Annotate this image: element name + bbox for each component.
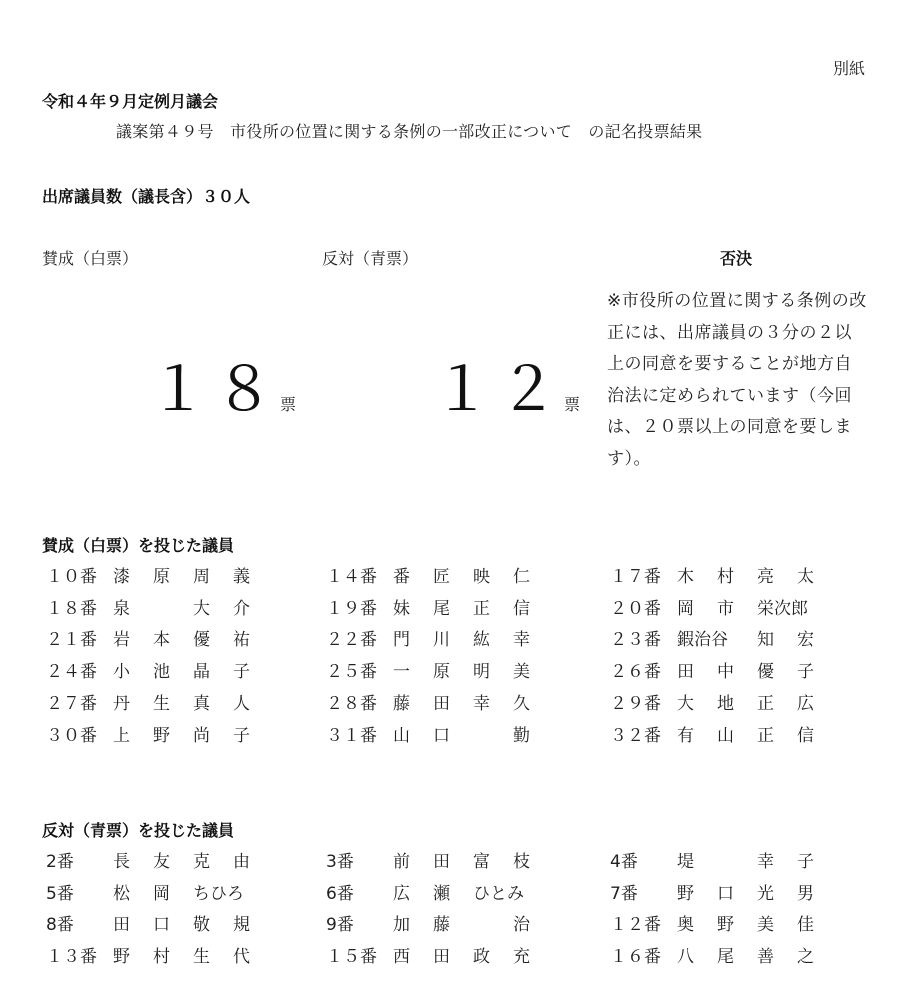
member-name-part: 充 <box>513 947 530 968</box>
member-name-part: 小 <box>113 662 130 683</box>
member-entry <box>46 689 273 714</box>
member-name-part: 長 <box>113 852 130 872</box>
member-name-part: 知 <box>757 630 774 651</box>
member-entry <box>326 910 553 935</box>
member-entry <box>610 879 837 904</box>
member-name-part: 大 <box>193 598 210 619</box>
member-name-part: 八 <box>677 947 694 968</box>
member-entry <box>326 562 553 587</box>
member-name-part: 藤 <box>393 693 410 714</box>
member-entry <box>326 625 553 650</box>
member-name-part: 克 <box>193 852 210 872</box>
member-name-part: 木 <box>677 567 694 587</box>
member-entry <box>610 721 837 746</box>
member-name-part: 子 <box>797 662 814 683</box>
member-name-part <box>153 594 193 619</box>
member-name-part: 代 <box>233 947 250 968</box>
member-name-part: 口 <box>433 725 450 746</box>
no-section-title: 反対（青票）を投じた議員 <box>42 821 235 840</box>
member-name-part: 泉 <box>113 598 130 619</box>
member-seat-number: ３１番 <box>326 725 377 746</box>
member-seat-number: ３０番 <box>46 725 97 746</box>
member-name-part: 瀬 <box>433 883 450 904</box>
member-name-part: 野 <box>153 725 170 746</box>
member-entry <box>326 689 553 714</box>
member-name-part: 一 <box>393 662 410 683</box>
member-name-part: 村 <box>153 947 170 968</box>
member-seat-number: ２４番 <box>46 662 97 683</box>
member-name-part: 祐 <box>233 630 250 651</box>
member-name-part: ちひろ <box>193 883 244 904</box>
member-seat-number: １２番 <box>610 915 661 936</box>
member-name-part: 富 <box>473 852 490 872</box>
member-name-part: 松 <box>113 883 130 904</box>
member-name-part: 丹 <box>113 693 130 714</box>
member-name-part: 中 <box>717 662 734 683</box>
member-entry <box>326 942 553 967</box>
member-name-part: 栄次郎 <box>757 598 808 619</box>
member-seat-number: 5番 <box>46 883 74 904</box>
session-title: 令和４年９月定例月議会 <box>42 92 219 111</box>
yes-vote-label: 賛成（白票） <box>42 249 139 268</box>
member-name-part: 義 <box>233 567 250 587</box>
member-name-part: 正 <box>473 598 490 619</box>
member-name-part <box>717 847 757 872</box>
member-name-part: 原 <box>153 567 170 587</box>
member-seat-number: ２０番 <box>610 598 661 619</box>
member-entry <box>46 562 273 587</box>
member-name-part: 生 <box>153 693 170 714</box>
member-name-part: 番 <box>393 567 410 587</box>
member-name-part: 亮 <box>757 567 774 587</box>
yes-unit: 票 <box>280 395 297 414</box>
member-entry <box>46 625 273 650</box>
member-name-part: 光 <box>757 883 774 904</box>
member-name-part: 原 <box>433 662 450 683</box>
member-name-part: 明 <box>473 662 490 683</box>
member-name-part: 山 <box>717 725 734 746</box>
member-name-part: 野 <box>717 915 734 936</box>
member-name-part: 信 <box>797 725 814 746</box>
member-name-part: 岩 <box>113 630 130 651</box>
member-entry <box>610 910 837 935</box>
requirement-note: ※市役所の位置に関する条例の改正には、出席議員の３分の２以上の同意を要することが地方自治法に定められています（今回は、２０票以上の同意を要します）。 <box>607 291 867 469</box>
member-name-part: 美 <box>757 915 774 936</box>
member-name-part: 男 <box>797 883 814 904</box>
member-entry <box>326 657 553 682</box>
member-name-part <box>473 910 513 935</box>
member-name-part: 由 <box>233 852 250 872</box>
member-name-part: 池 <box>153 662 170 683</box>
member-name-part: 岡 <box>677 598 694 619</box>
member-name-part: 田 <box>433 852 450 872</box>
member-name-part: 人 <box>233 693 250 714</box>
member-seat-number: ３２番 <box>610 725 661 746</box>
result-label: 否決 <box>720 249 753 268</box>
member-seat-number: ２６番 <box>610 662 661 683</box>
member-name-part: 太 <box>797 567 814 587</box>
member-name-part: 広 <box>393 883 410 904</box>
no-vote-label: 反対（青票） <box>322 249 419 268</box>
no-count: １２ <box>432 355 564 425</box>
member-name-part: 山 <box>393 725 410 746</box>
member-seat-number: 2番 <box>46 852 74 872</box>
member-entry <box>326 847 553 872</box>
member-name-part: 久 <box>513 693 530 714</box>
member-seat-number: １０番 <box>46 567 97 587</box>
member-entry <box>610 657 837 682</box>
member-name-part: 勤 <box>513 725 530 746</box>
member-entry <box>610 942 837 967</box>
member-name-part: 映 <box>473 567 490 587</box>
member-name-part: 美 <box>513 662 530 683</box>
member-seat-number: 4番 <box>610 852 638 872</box>
member-name-part: 広 <box>797 693 814 714</box>
member-name-part: 田 <box>433 947 450 968</box>
member-name-part: 幸 <box>757 852 774 872</box>
member-entry <box>610 562 837 587</box>
member-name-part: 妹 <box>393 598 410 619</box>
member-seat-number: 9番 <box>326 915 354 936</box>
no-unit: 票 <box>564 395 581 414</box>
member-name-part: 野 <box>677 883 694 904</box>
member-name-part <box>473 721 513 746</box>
member-seat-number: １６番 <box>610 947 661 968</box>
yes-count: １８ <box>148 355 280 425</box>
member-name-part: 正 <box>757 725 774 746</box>
member-name-part: 地 <box>717 693 734 714</box>
member-name-part: 規 <box>233 915 250 936</box>
member-name-part: 村 <box>717 567 734 587</box>
member-seat-number: １９番 <box>326 598 377 619</box>
member-entry <box>46 942 273 967</box>
agenda-title: 議案第４９号 市役所の位置に関する条例の一部改正について の記名投票結果 <box>116 122 703 141</box>
member-name-part: 有 <box>677 725 694 746</box>
member-name-part: 藤 <box>433 915 450 936</box>
member-name-part: 正 <box>757 693 774 714</box>
member-name-part: 政 <box>473 947 490 968</box>
member-name-part: 岡 <box>153 883 170 904</box>
member-name-part: 幸 <box>473 693 490 714</box>
member-name-part: 鍜治谷 <box>677 630 728 651</box>
member-entry <box>610 847 837 872</box>
member-seat-number: １３番 <box>46 947 97 968</box>
member-name-part: 尾 <box>433 598 450 619</box>
member-name-part: 田 <box>433 693 450 714</box>
member-seat-number: 8番 <box>46 915 74 936</box>
member-seat-number: １８番 <box>46 598 97 619</box>
member-name-part: 治 <box>513 915 530 936</box>
member-name-part: 口 <box>153 915 170 936</box>
member-name-part: 善 <box>757 947 774 968</box>
member-seat-number: ２７番 <box>46 693 97 714</box>
member-name-part: 野 <box>113 947 130 968</box>
member-entry <box>326 879 553 904</box>
member-entry <box>46 657 273 682</box>
attendance-count: 出席議員数（議長含）３０人 <box>42 187 251 206</box>
member-seat-number: １４番 <box>326 567 377 587</box>
member-seat-number: ２１番 <box>46 630 97 651</box>
member-name-part: 田 <box>677 662 694 683</box>
member-name-part: 尚 <box>193 725 210 746</box>
member-entry <box>46 910 273 935</box>
member-seat-number: 3番 <box>326 852 354 872</box>
member-name-part: 幸 <box>513 630 530 651</box>
member-name-part: 友 <box>153 852 170 872</box>
member-name-part: 優 <box>193 630 210 651</box>
member-seat-number: １５番 <box>326 947 377 968</box>
member-seat-number: ２３番 <box>610 630 661 651</box>
member-name-part: 佳 <box>797 915 814 936</box>
member-name-part: 大 <box>677 693 694 714</box>
member-name-part: 之 <box>797 947 814 968</box>
member-name-part: 周 <box>193 567 210 587</box>
member-name-part: 本 <box>153 630 170 651</box>
member-name-part: 仁 <box>513 567 530 587</box>
member-entry <box>610 625 837 650</box>
member-entry <box>610 594 837 619</box>
member-name-part: 晶 <box>193 662 210 683</box>
member-entry <box>46 879 273 904</box>
member-name-part: ひとみ <box>473 883 524 904</box>
member-name-part: 門 <box>393 630 410 651</box>
member-name-part: 子 <box>797 852 814 872</box>
member-name-part: 上 <box>113 725 130 746</box>
member-name-part: 紘 <box>473 630 490 651</box>
member-entry <box>326 721 553 746</box>
member-entry <box>46 721 273 746</box>
no-vote-total <box>432 342 580 428</box>
member-seat-number: ２２番 <box>326 630 377 651</box>
yes-vote-total <box>148 342 296 428</box>
member-seat-number: 6番 <box>326 883 354 904</box>
member-name-part: 枝 <box>513 852 530 872</box>
member-name-part: 介 <box>233 598 250 619</box>
member-name-part: 尾 <box>717 947 734 968</box>
member-seat-number: ２８番 <box>326 693 377 714</box>
member-entry <box>610 689 837 714</box>
member-name-part: 漆 <box>113 567 130 587</box>
member-name-part: 堤 <box>677 852 694 872</box>
member-seat-number: ２９番 <box>610 693 661 714</box>
member-seat-number: ２５番 <box>326 662 377 683</box>
member-name-part: 奥 <box>677 915 694 936</box>
member-entry <box>46 847 273 872</box>
member-name-part: 西 <box>393 947 410 968</box>
member-entry <box>326 594 553 619</box>
member-name-part: 生 <box>193 947 210 968</box>
member-name-part: 信 <box>513 598 530 619</box>
attachment-label: 別紙 <box>833 59 866 78</box>
member-name-part: 加 <box>393 915 410 936</box>
member-name-part: 宏 <box>797 630 814 651</box>
member-name-part: 敬 <box>193 915 210 936</box>
member-name-part: 市 <box>717 598 734 619</box>
member-name-part: 子 <box>233 725 250 746</box>
member-name-part: 田 <box>113 915 130 936</box>
member-name-part: 優 <box>757 662 774 683</box>
member-name-part: 子 <box>233 662 250 683</box>
yes-section-title: 賛成（白票）を投じた議員 <box>42 536 235 555</box>
member-name-part: 真 <box>193 693 210 714</box>
member-seat-number: １７番 <box>610 567 661 587</box>
member-name-part: 前 <box>393 852 410 872</box>
member-name-part: 匠 <box>433 567 450 587</box>
member-entry <box>46 594 273 619</box>
member-name-part: 川 <box>433 630 450 651</box>
member-name-part: 口 <box>717 883 734 904</box>
member-seat-number: 7番 <box>610 883 638 904</box>
